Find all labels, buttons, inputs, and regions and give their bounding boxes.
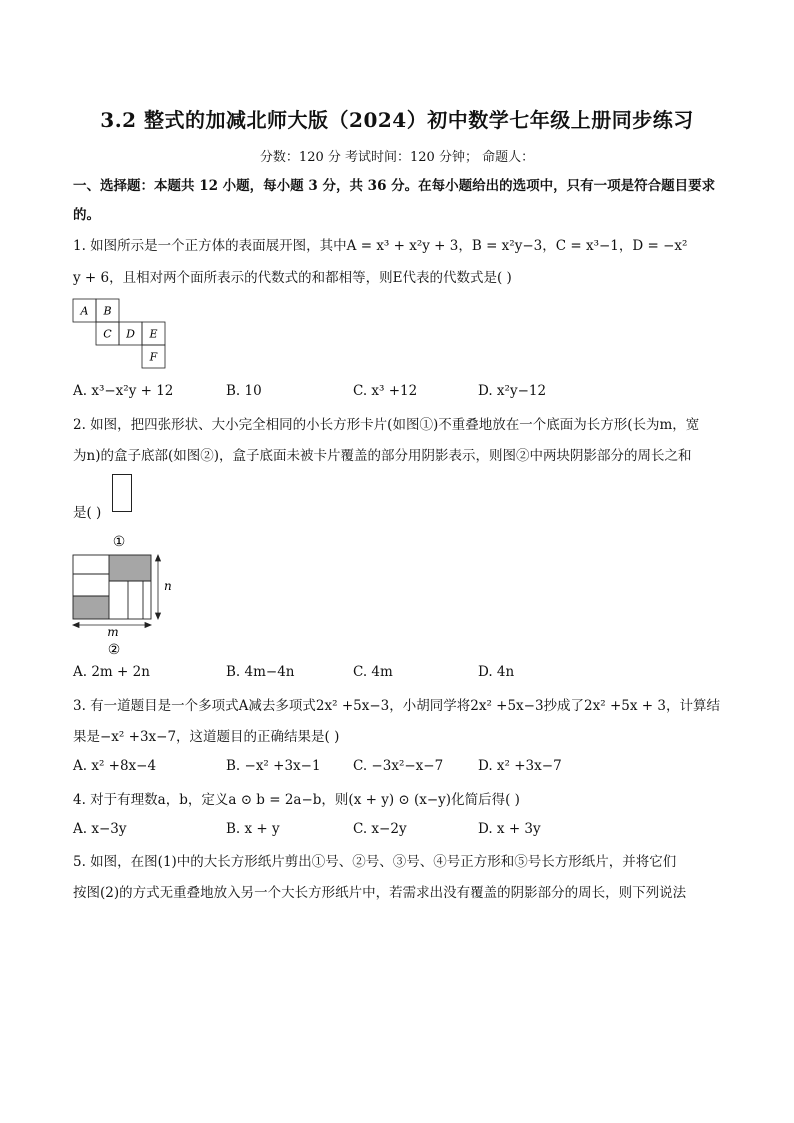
- q2-text: 2. 如图，把四张形状、大小完全相同的小长方形卡片(如图①)不重叠地放在一个底面为长方形(长为m，宽: [73, 417, 700, 433]
- q1-option-d[interactable]: D. x²y−12: [478, 383, 547, 399]
- q1-option-a[interactable]: A. x³−x²y + 12: [73, 383, 174, 399]
- box-figure: [66, 530, 186, 658]
- cube-net-figure: [72, 298, 172, 372]
- q4-text: 4. 对于有理数a，b，定义a ⊙ b = 2a−b，则(x + y) ⊙ (x−y)化简后得( ): [73, 792, 520, 808]
- dimension-n: n: [164, 579, 172, 593]
- net-label-a: A: [80, 304, 89, 318]
- fig1-label: ①: [112, 534, 126, 550]
- q2-text-end: 是( ): [73, 505, 102, 521]
- q3-option-c[interactable]: C. −3x²−x−7: [353, 758, 444, 774]
- q1-text: 1. 如图所示是一个正方体的表面展开图，其中A = x³ + x²y + 3，B = x²y−3，C = x³−1，D = −x²: [73, 238, 688, 254]
- exam-info: 分数：120 分 考试时间：120 分钟； 命题人：: [259, 150, 535, 165]
- q2-text-cont: 为n)的盒子底部(如图②)，盒子底面未被卡片覆盖的部分用阴影表示，则图②中两块阴影部分的周长之和: [73, 448, 692, 464]
- dimension-m: m: [107, 625, 119, 639]
- page-title: 3.2 整式的加减北师大版（2024）初中数学七年级上册同步练习: [100, 108, 694, 132]
- q3-option-d[interactable]: D. x² +3x−7: [478, 758, 562, 774]
- q2-option-a[interactable]: A. 2m + 2n: [73, 664, 150, 680]
- section-heading-cont: 的。: [73, 207, 100, 223]
- net-label-f: F: [149, 350, 158, 364]
- fig2-label: ②: [107, 642, 121, 658]
- q3-text: 3. 有一道题目是一个多项式A减去多项式2x² +5x−3，小胡同学将2x² +5x−3抄成了2x² +5x + 3，计算结: [73, 698, 720, 714]
- q3-option-a[interactable]: A. x² +8x−4: [73, 758, 157, 774]
- small-card-figure: [112, 474, 132, 512]
- net-label-d: D: [126, 327, 135, 341]
- net-label-e: E: [149, 327, 158, 341]
- q4-option-d[interactable]: D. x + 3y: [478, 821, 541, 837]
- q3-text-cont: 果是−x² +3x−7，这道题目的正确结果是( ): [73, 729, 340, 745]
- q1-option-c[interactable]: C. x³ +12: [353, 383, 418, 399]
- net-label-b: B: [103, 304, 112, 318]
- net-label-c: C: [103, 327, 112, 341]
- q2-option-b[interactable]: B. 4m−4n: [226, 664, 295, 680]
- section-heading: 一、选择题：本题共 12 小题，每小题 3 分，共 36 分。在每小题给出的选项中，只有一项是符合题目要求: [73, 178, 716, 194]
- q2-option-d[interactable]: D. 4n: [478, 664, 515, 680]
- q3-option-b[interactable]: B. −x² +3x−1: [226, 758, 321, 774]
- q5-text: 5. 如图，在图(1)中的大长方形纸片剪出①号、②号、③号、④号正方形和⑤号长方形纸片，并将它们: [73, 854, 677, 870]
- q1-option-b[interactable]: B. 10: [226, 383, 262, 399]
- q4-option-c[interactable]: C. x−2y: [353, 821, 407, 837]
- q1-text-cont: y + 6，且相对两个面所表示的代数式的和都相等，则E代表的代数式是( ): [73, 270, 512, 286]
- q5-text-cont: 按图(2)的方式无重叠地放入另一个大长方形纸片中，若需求出没有覆盖的阴影部分的周长，则下列说法: [73, 885, 687, 901]
- q4-option-a[interactable]: A. x−3y: [73, 821, 127, 837]
- q2-option-c[interactable]: C. 4m: [353, 664, 393, 680]
- q4-option-b[interactable]: B. x + y: [226, 821, 280, 837]
